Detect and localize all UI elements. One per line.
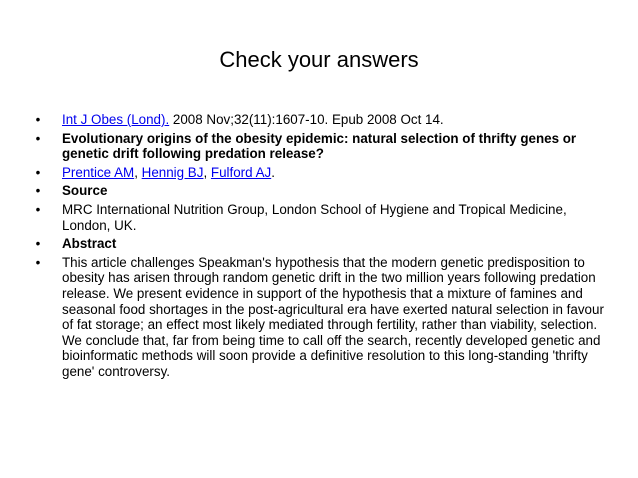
author-link-fulford[interactable]: Fulford AJ	[210, 164, 272, 180]
source-text: MRC International Nutrition Group, London School of Hygiene and Tropical Medicine, London, UK.	[62, 201, 567, 233]
abstract-text: This article challenges Speakman's hypothesis that the modern genetic predisposition to obesity has arisen through random genetic drift in the two million years following predation release. We present evidence in support of the hypothesis that a mixture of famines and seasonal food shortages in the post-agricultural era have exerted natural selection in favour of fat storage; an effect most likely mediated through fertility, rather than viability, selection. We conclude that, far from being time to call off the search, recently developed genetic and bioinformatic methods will soon provide a definitive resolution to this long-standing 'thrifty gene' controversy.	[62, 254, 604, 379]
bullet-icon: •	[35, 254, 41, 270]
bullet-item-source-heading	[32, 183, 604, 199]
bullet-item-abstract-heading	[32, 236, 604, 252]
bullet-item-abstract-text	[32, 255, 604, 380]
bullet-item-citation	[32, 112, 604, 128]
bullet-icon: •	[35, 164, 41, 180]
bullet-list	[32, 112, 604, 383]
bullet-item-authors	[32, 165, 604, 181]
author-link-prentice[interactable]: Prentice AM	[62, 164, 135, 180]
author-separator: ,	[203, 164, 211, 180]
bullet-icon: •	[35, 112, 41, 127]
authors-end: .	[271, 164, 275, 180]
bullet-icon: •	[35, 130, 41, 146]
author-separator: ,	[134, 164, 142, 180]
bullet-item-article-title	[32, 131, 604, 162]
source-heading: Source	[62, 183, 108, 199]
bullet-icon: •	[35, 201, 41, 217]
bullet-icon: •	[35, 236, 41, 252]
citation-details: 2008 Nov;32(11):1607-10. Epub 2008 Oct 14.	[169, 112, 444, 127]
slide-title: Check your answers	[219, 47, 419, 72]
bullet-icon: •	[35, 183, 41, 199]
journal-link[interactable]: Int J Obes (Lond).	[62, 112, 170, 127]
bullet-item-source-text	[32, 202, 604, 233]
author-link-hennig[interactable]: Hennig BJ	[141, 164, 204, 180]
article-title: Evolutionary origins of the obesity epidemic: natural selection of thrifty genes or genetic drift following predation release?	[62, 130, 577, 162]
abstract-heading: Abstract	[62, 236, 117, 252]
